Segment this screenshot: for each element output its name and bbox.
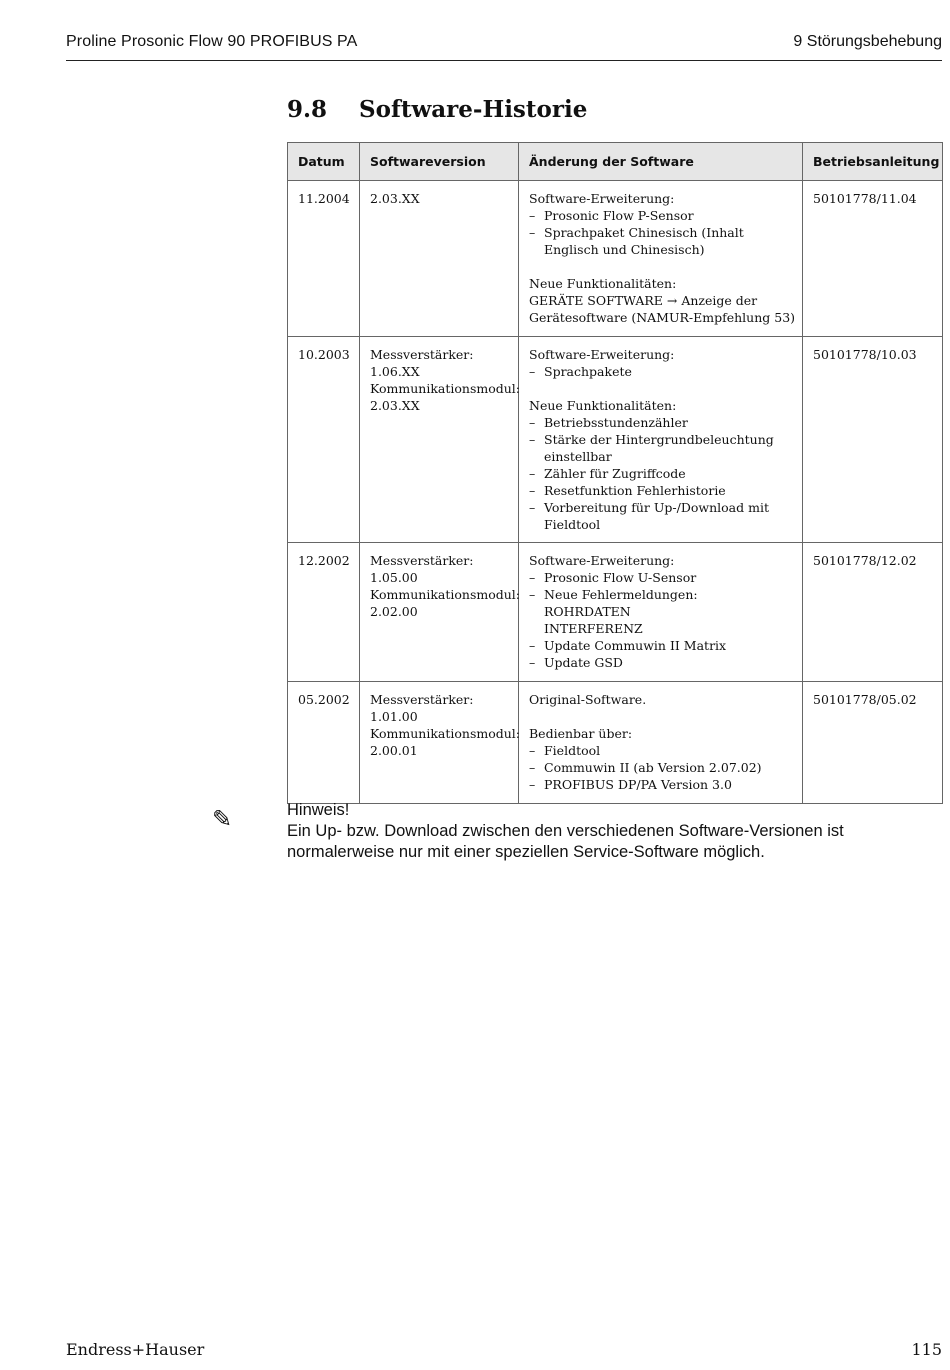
header-chapter: 9 Störungsbehebung <box>793 33 942 50</box>
section-number: 9.8 <box>287 96 328 123</box>
table-row <box>288 543 943 682</box>
cell-manual: 50101778/10.03 <box>803 337 943 543</box>
change-line: Software-Erweiterung: <box>529 553 675 568</box>
cell-version <box>360 181 519 337</box>
change-line: GERÄTE SOFTWARE → Anzeige der <box>529 293 758 308</box>
version-line: 1.05.00 <box>370 570 418 585</box>
version-line: Messverstärker: <box>370 553 474 568</box>
cell-manual: 50101778/11.04 <box>803 181 943 337</box>
version-line: 1.06.XX <box>370 364 420 379</box>
table-row <box>288 337 943 543</box>
cell-date: 12.2002 <box>288 543 360 682</box>
cell-date: 11.2004 <box>288 181 360 337</box>
page-number: 115 <box>911 1340 942 1359</box>
change-list-item: – Update Commuwin II Matrix <box>529 638 727 653</box>
cell-change <box>519 337 803 543</box>
version-line: Kommunikationsmodul: <box>370 587 521 602</box>
cell-version <box>360 682 519 804</box>
change-list-item: – Vorbereitung für Up-/Download mit Fieldtool <box>529 500 769 532</box>
change-list-item: – Resetfunktion Fehlerhistorie <box>529 483 726 498</box>
change-list-item: – Fieldtool <box>529 743 601 758</box>
cell-change <box>519 543 803 682</box>
cell-manual: 50101778/12.02 <box>803 543 943 682</box>
change-list-item: – Commuwin II (ab Version 2.07.02) <box>529 760 762 775</box>
version-line: 2.03.XX <box>370 191 420 206</box>
change-line: Neue Funktionalitäten: <box>529 398 677 413</box>
change-list-item: – Prosonic Flow P-Sensor <box>529 208 694 223</box>
page-header <box>66 28 942 61</box>
change-line: Software-Erweiterung: <box>529 191 675 206</box>
cell-change <box>519 682 803 804</box>
cell-change <box>519 181 803 337</box>
change-list-item: – Stärke der Hintergrundbeleuchtung einstellbar <box>529 432 774 464</box>
change-line: Gerätesoftware (NAMUR-Empfehlung 53) <box>529 310 796 325</box>
cell-version <box>360 337 519 543</box>
column-header-date: Datum <box>288 143 360 181</box>
change-list-item: – Betriebsstundenzähler <box>529 415 688 430</box>
change-sub-item: INTERFERENZ <box>544 621 643 636</box>
pencil-icon: ✎ <box>212 805 233 833</box>
column-header-manual: Betriebsanleitung <box>803 143 943 181</box>
cell-date: 10.2003 <box>288 337 360 543</box>
table-header-row <box>288 143 943 181</box>
cell-version <box>360 543 519 682</box>
note-block <box>287 800 942 863</box>
section-heading <box>287 96 587 123</box>
version-line: 2.02.00 <box>370 604 418 619</box>
version-line: Kommunikationsmodul: <box>370 726 521 741</box>
note-title: Hinweis! <box>287 801 350 819</box>
version-line: 2.00.01 <box>370 743 418 758</box>
column-header-version: Softwareversion <box>360 143 519 181</box>
version-line: Messverstärker: <box>370 692 474 707</box>
column-header-change: Änderung der Software <box>519 143 803 181</box>
change-list-item: – Sprachpaket Chinesisch (Inhalt Englisch und Chinesisch) <box>529 225 744 257</box>
version-line: Kommunikationsmodul: <box>370 381 521 396</box>
software-history-table <box>287 142 943 804</box>
version-line: 1.01.00 <box>370 709 418 724</box>
change-list-item: – Sprachpakete <box>529 364 632 379</box>
cell-manual: 50101778/05.02 <box>803 682 943 804</box>
change-list-item: – Zähler für Zugriffcode <box>529 466 686 481</box>
change-list-item: – Neue Fehlermeldungen: <box>529 587 698 602</box>
change-sub-item: ROHRDATEN <box>544 604 631 619</box>
note-text: Ein Up- bzw. Download zwischen den verschiedenen Software-Versionen ist normalerweise nur mit einer speziellen Service-Software möglich. <box>287 822 844 861</box>
header-product-name: Proline Prosonic Flow 90 PROFIBUS PA <box>66 33 358 50</box>
change-list-item: – Prosonic Flow U-Sensor <box>529 570 697 585</box>
change-line: Neue Funktionalitäten: <box>529 276 677 291</box>
change-line: Software-Erweiterung: <box>529 347 675 362</box>
change-list-item: – Update GSD <box>529 655 623 670</box>
table-row <box>288 682 943 804</box>
version-line: 2.03.XX <box>370 398 420 413</box>
section-title: Software-Historie <box>359 96 588 123</box>
cell-date: 05.2002 <box>288 682 360 804</box>
table-row <box>288 181 943 337</box>
change-list-item: – PROFIBUS DP/PA Version 3.0 <box>529 777 732 792</box>
change-line: Original-Software. <box>529 692 647 707</box>
footer-company: Endress+Hauser <box>66 1340 205 1359</box>
version-line: Messverstärker: <box>370 347 474 362</box>
change-line: Bedienbar über: <box>529 726 633 741</box>
